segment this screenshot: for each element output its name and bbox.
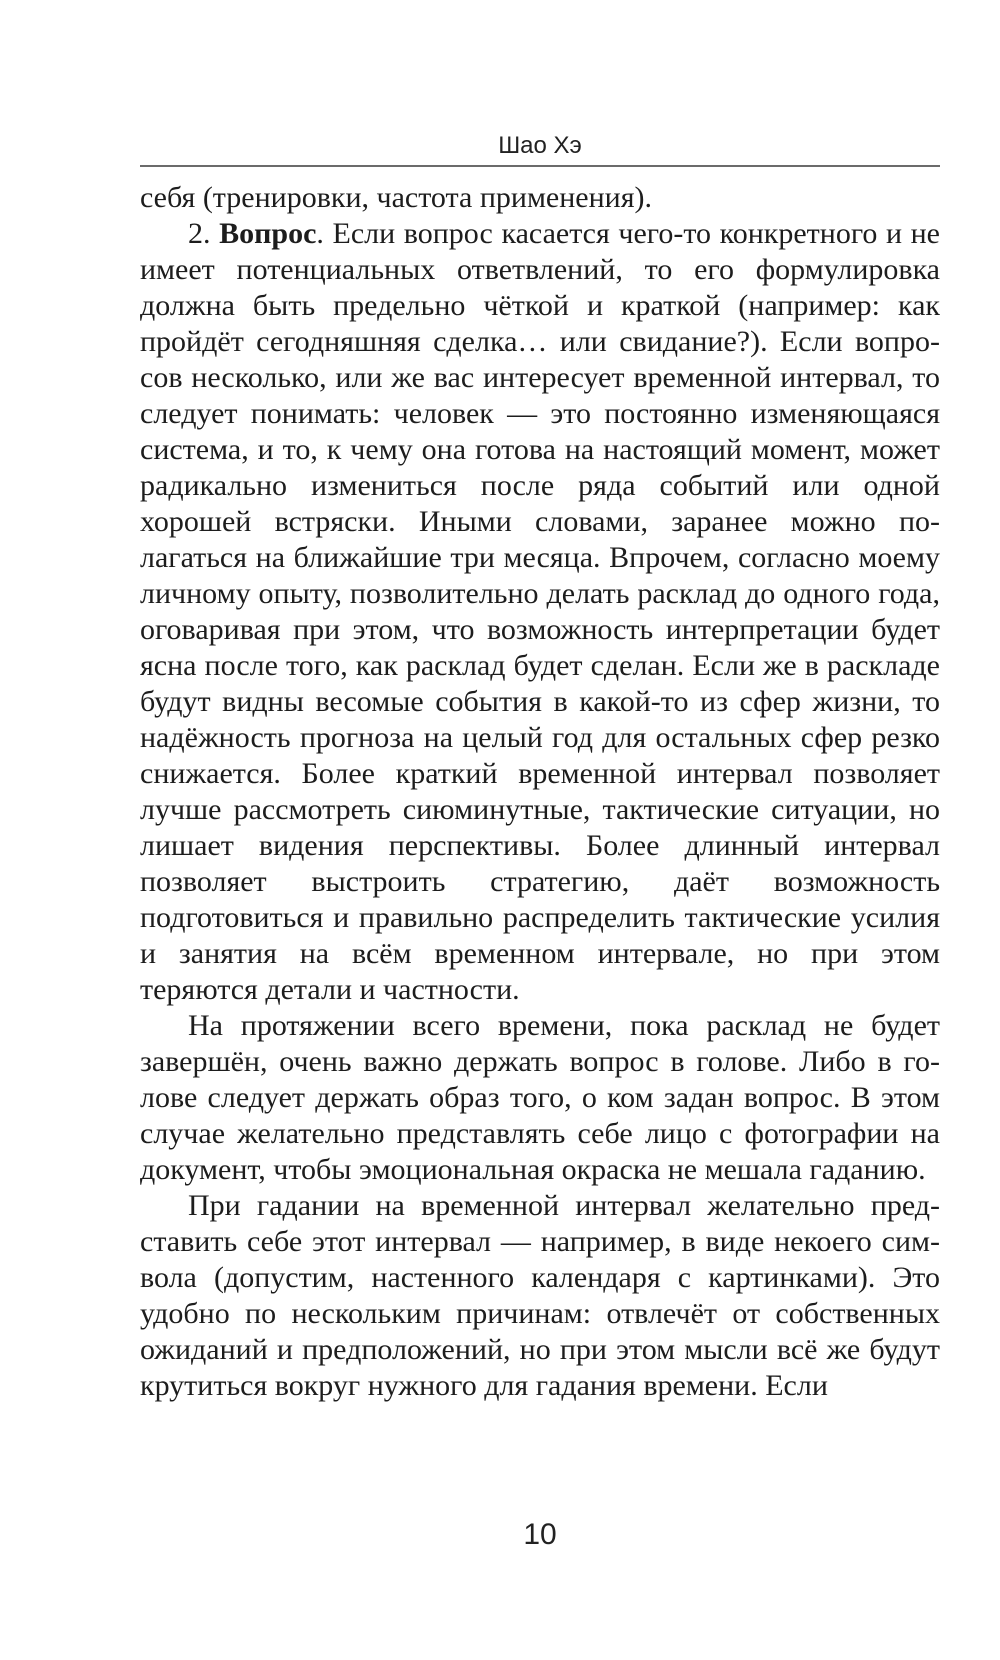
running-header	[140, 132, 940, 160]
paragraph-text: . Если вопрос касается чего-то конкретного и не имеет потенциальных ответвлений, то его формулировка должна быть предельно чёткой и краткой (например: как пройдёт сегодняшняя сделка… или свидание?). Если вопросов несколько, или же вас интересует временной интервал, то следует понимать: человек — это постоянно изменяющаяся система, и то, к чему она готова на настоящий момент, может радикально измениться после ряда событий или одной хорошей встряски. Иными словами, заранее можно полагаться на ближайшие три месяца. Впрочем, согласно моему личному опыту, позволительно делать расклад до одного года, оговаривая при этом, что возможность интерпретации будет ясна после того, как расклад будет сделан. Если же в раскладе будут видны весомые события в какой-то из сфер жизни, то надёжность прогноза на целый год для остальных сфер резко снижается. Более краткий временной интервал позволяет лучше рассмотреть сиюминутные, тактические ситуации, но лишает видения перспективы. Более длинный интервал позволяет выстроить стратегию, даёт возможность подготовиться и правильно распределить тактические усилия и занятия на всём временном интервале, но при этом теряются детали и частности.	[140, 217, 940, 1006]
list-number: 2.	[188, 217, 220, 250]
term-bold: Вопрос	[219, 217, 317, 250]
paragraph-interval	[140, 1188, 940, 1404]
paragraph-text: себя (тренировки, частота применения).	[140, 181, 653, 214]
page-number	[140, 1518, 940, 1552]
paragraph-question	[140, 216, 940, 1008]
paragraph-text: При гадании на временной интервал желательно представить себе этот интервал — например, в виде некоего символа (допустим, настенного календаря с картинками). Это удобно по нескольким причинам: отвлечёт от собственных ожиданий и предположений, но при этом мысли всё же будут крутиться вокруг нужного для гадания времени. Если	[140, 1189, 940, 1402]
paragraph-continuation	[140, 180, 940, 216]
body-text	[140, 180, 940, 1404]
running-title: Шао Хэ	[498, 132, 582, 159]
paragraph-focus	[140, 1008, 940, 1188]
header-divider	[140, 165, 940, 167]
page-number-text: 10	[523, 1518, 557, 1551]
paragraph-text: На протяжении всего времени, пока расклад не будет завершён, очень важно держать вопрос в голове. Либо в голове следует держать образ того, о ком задан вопрос. В этом случае желательно представлять себе лицо с фотографии на документ, чтобы эмоциональная окраска не мешала гаданию.	[140, 1009, 940, 1186]
